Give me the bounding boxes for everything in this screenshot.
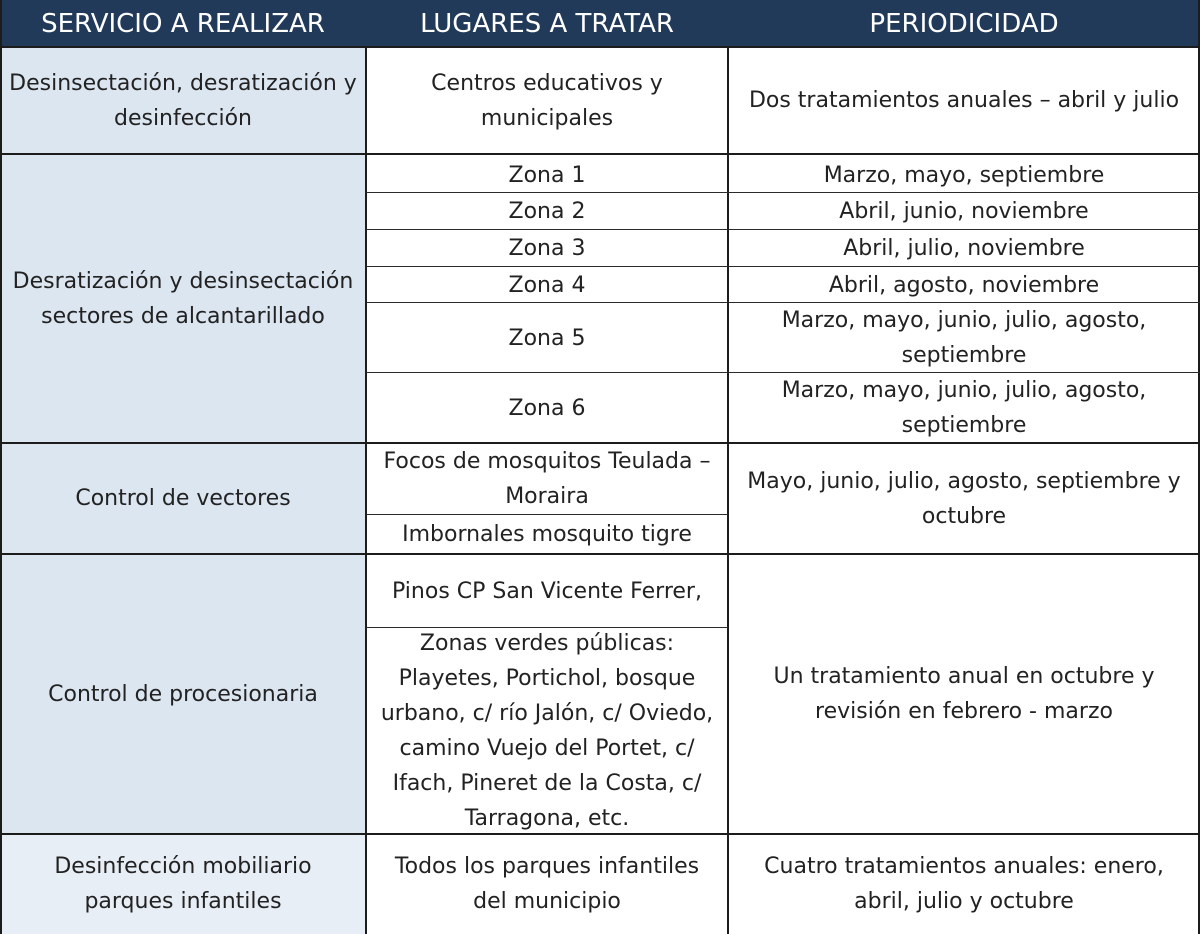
grid-line-zone5 [366, 372, 1200, 373]
row2-service: Desratización y desinsectación sectores de alcantarillado [0, 154, 366, 443]
grid-line-procesionaria [366, 627, 728, 628]
grid-line-zone1 [366, 192, 1200, 193]
zone1-period: Marzo, mayo, septiembre [728, 157, 1200, 193]
zone4-place: Zona 4 [366, 267, 728, 303]
grid-line-zone2 [366, 229, 1200, 230]
grid-line-zone4 [366, 302, 1200, 303]
grid-line-zone3 [366, 266, 1200, 267]
grid-line-row4 [0, 833, 1200, 835]
row3-service: Control de vectores [0, 443, 366, 554]
row4-service: Control de procesionaria [0, 554, 366, 834]
row4-period: Un tratamiento anual en octubre y revisión en febrero - marzo [728, 554, 1200, 834]
zone6-period: Marzo, mayo, junio, julio, agosto, septiembre [728, 373, 1200, 443]
grid-line-col2 [727, 47, 729, 934]
zone5-place: Zona 5 [366, 303, 728, 373]
zone4-period: Abril, agosto, noviembre [728, 267, 1200, 303]
grid-line-col1 [365, 47, 367, 934]
zone3-period: Abril, julio, noviembre [728, 230, 1200, 267]
row3-place-1: Focos de mosquitos Teulada – Moraira [366, 443, 728, 515]
grid-line-row1 [0, 153, 1200, 155]
row1-place: Centros educativos y municipales [366, 47, 728, 154]
zone1-place: Zona 1 [366, 157, 728, 193]
grid-line-vectores [366, 514, 728, 515]
row1-service: Desinsectación, desratización y desinfección [0, 47, 366, 154]
zone5-period: Marzo, mayo, junio, julio, agosto, septiembre [728, 303, 1200, 373]
zone2-place: Zona 2 [366, 193, 728, 230]
grid-line-left [0, 0, 2, 934]
header-places: LUGARES A TRATAR [366, 0, 728, 47]
zone2-period: Abril, junio, noviembre [728, 193, 1200, 230]
row4-place-2: Zonas verdes públicas: Playetes, Portichol, bosque urbano, c/ río Jalón, c/ Oviedo, camino Vuejo del Portet, c/ Ifach, Pineret de la Costa, c/ Tarragona, etc. [366, 628, 728, 834]
row5-period: Cuatro tratamientos anuales: enero, abril, julio y octubre [728, 834, 1200, 934]
grid-line-row3 [0, 553, 1200, 555]
grid-line-header [0, 46, 1200, 48]
row5-service: Desinfección mobiliario parques infantiles [0, 834, 366, 934]
header-periodicity: PERIODICIDAD [728, 0, 1200, 47]
zone6-place: Zona 6 [366, 373, 728, 443]
row3-place-2: Imbornales mosquito tigre [366, 515, 728, 554]
zone3-place: Zona 3 [366, 230, 728, 267]
grid-line-row2 [0, 442, 1200, 444]
row5-place: Todos los parques infantiles del municipio [366, 834, 728, 934]
row1-period: Dos tratamientos anuales – abril y julio [728, 47, 1200, 154]
header-service: SERVICIO A REALIZAR [0, 0, 366, 47]
row4-place-1: Pinos CP San Vicente Ferrer, [366, 554, 728, 628]
row3-period: Mayo, junio, julio, agosto, septiembre y octubre [728, 443, 1200, 554]
